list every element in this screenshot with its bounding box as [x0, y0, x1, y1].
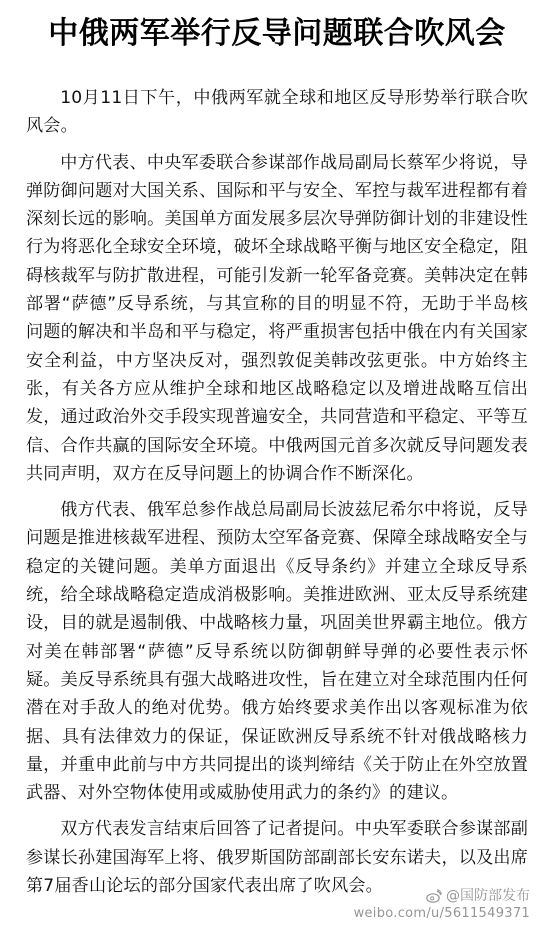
- watermark-url: weibo.com/u/5611549371: [353, 906, 530, 921]
- article-paragraph: 俄方代表、俄军总参作战总局副局长波兹尼希尔中将说，反导问题是推进核裁军进程、预防太空军备竞赛、保障全球战略安全与稳定的关键问题。美单方面退出《反导条约》并建立全球反导系统，给全球战略稳定造成消极影响。美推进欧洲、亚太反导系统建设，目的就是遏制俄、中战略核力量，巩固美世界霸主地位。俄方对美在韩部署“萨德”反导系统以防御朝鲜导弹的必要性表示怀疑。美反导系统具有强大战略进攻性，旨在建立对全球范围内任何潜在对手敌人的绝对优势。俄方始终要求美作出以客观标准为依据、具有法律效力的保证，保证欧洲反导系统不针对俄战略核力量，并重申此前与中方共同提出的谈判缔结《关于防止在外空放置武器、对外空物体使用或威胁使用武力的条约》的建议。: [26, 500, 528, 804]
- weibo-logo-icon: [426, 889, 442, 903]
- article-body: [26, 84, 528, 900]
- watermark-handle: @国防部发布: [446, 888, 530, 904]
- article-paragraph: 双方代表发言结束后回答了记者提问。中央军委联合参谋部副参谋长孙建国海军上将、俄罗斯国防部副部长安东诺夫，以及出席第7届香山论坛的部分国家代表出席了吹风会。: [26, 819, 528, 897]
- article-paragraph: 中方代表、中央军委联合参谋部作战局副局长蔡军少将说，导弹防御问题对大国关系、国际和平与安全、军控与裁军进程都有着深刻长远的影响。美国单方面发展多层次导弹防御计划的非建设性行为将恶化全球安全环境，破坏全球战略平衡与地区安全稳定，阻碍核裁军与防扩散进程，可能引发新一轮军备竞赛。美韩决定在韩部署“萨德”反导系统，与其宣称的目的明显不符，无助于半岛核问题的解决和半岛和平与稳定，将严重损害包括中俄在内有关国家安全利益，中方坚决反对，强烈敦促美韩改弦更张。中方始终主张，有关各方应从维护全球和地区战略稳定以及增进战略互信出发，通过政治外交手段实现普遍安全，共同营造和平稳定、平等互信、合作共赢的国际安全环境。中俄两国元首多次就反导问题发表共同声明，双方在反导问题上的协调合作不断深化。: [26, 152, 528, 484]
- article-title: 中俄两军举行反导问题联合吹风会: [48, 16, 506, 51]
- watermark-handle-row: [354, 887, 530, 905]
- article-paragraph: 10月11日下午，中俄两军就全球和地区反导形势举行联合吹风会。: [26, 88, 528, 137]
- weibo-watermark: [354, 887, 530, 923]
